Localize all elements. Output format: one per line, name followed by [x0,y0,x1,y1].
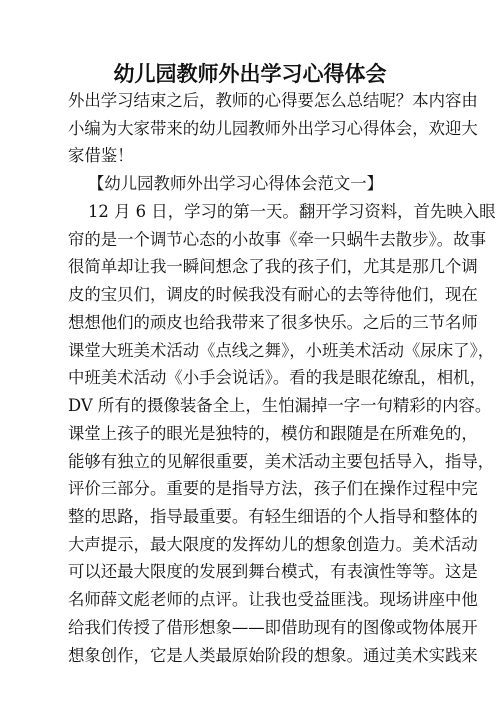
text-line: 课堂大班美术活动《点线之舞》，小班美术活动《尿床了》， [68,341,495,360]
text-line: 很简单却让我一瞬间想念了我的孩子们，尤其是那几个调 [68,257,478,276]
text-line: 大声提示，最大限度的发挥幼儿的想象创造力。美术活动 [68,535,478,554]
text-line: 名师薛文彪老师的点评。让我也受益匪浅。现场讲座中他 [68,590,478,609]
text-line: 小编为大家带来的幼儿园教师外出学习心得体会，欢迎大 [68,119,478,138]
text-line: 能够有独立的见解很重要，美术活动主要包括导入，指导， [68,452,495,471]
text-line: 中班美术活动《小手会说话》。看的我是眼花缭乱，相机， [68,368,486,387]
document-title: 幼儿园教师外出学习心得体会 [113,61,387,86]
text-line: 帘的是一个调节心态的小故事《牵一只蜗牛去散步》。故事 [68,230,486,249]
text-line: DV 所有的摄像装备全上，生怕漏掉一字一句精彩的内容。 [68,396,492,415]
text-line: 整的思路，指导最重要。有轻生细语的个人指导和整体的 [68,507,478,526]
text-line: 可以还最大限度的发展到舞台模式，有表演性等等。这是 [68,562,478,581]
text-line: 给我们传授了借形想象——即借助现有的图像或物体展开 [68,618,478,637]
text-line: 评价三部分。重要的是指导方法，孩子们在操作过程中完 [68,479,478,498]
text-line: 家借鉴！ [68,146,134,165]
text-line: 想象创作，它是人类最原始阶段的想象。通过美术实践来 [68,646,478,665]
section-heading: 【幼儿园教师外出学习心得体会范文一】 [88,174,384,193]
text-line: 皮的宝贝们，调皮的时候我没有耐心的去等待他们，现在 [68,285,478,304]
text-line: 想想他们的顽皮也给我带来了很多快乐。之后的三节名师 [68,313,478,332]
text-line: 12 月 6 日，学习的第一天。翻开学习资料，首先映入眼 [88,202,496,221]
text-line: 外出学习结束之后，教师的心得要怎么总结呢？本内容由 [68,91,478,110]
text-line: 课堂上孩子的眼光是独特的，模仿和跟随是在所难免的， [68,424,478,443]
